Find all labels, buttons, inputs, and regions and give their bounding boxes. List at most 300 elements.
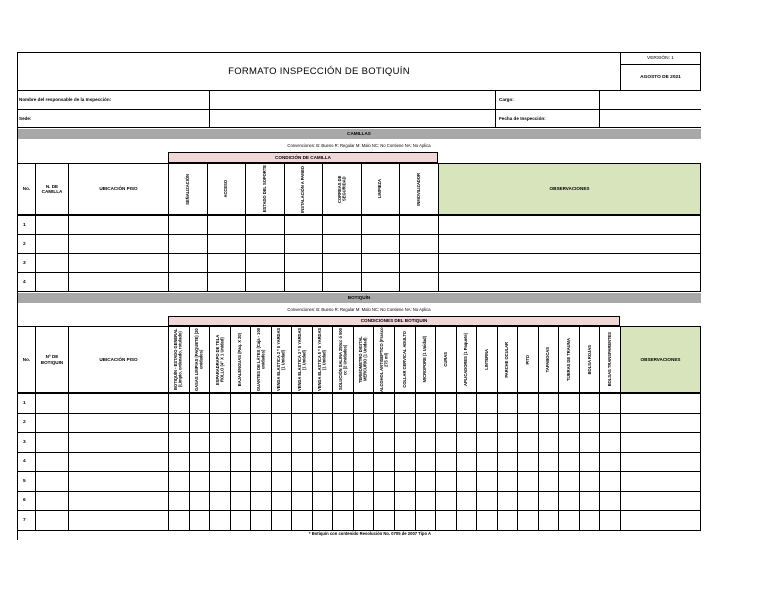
- table-cell[interactable]: [579, 432, 601, 453]
- table-cell[interactable]: [245, 272, 285, 292]
- botiquin-condition-column: [599, 326, 621, 393]
- table-cell[interactable]: [189, 452, 211, 473]
- table-cell[interactable]: [394, 491, 416, 512]
- sede-field[interactable]: [209, 110, 496, 127]
- table-cell[interactable]: [168, 432, 190, 453]
- table-cell[interactable]: [399, 253, 439, 273]
- table-cell[interactable]: [68, 393, 169, 414]
- table-row: [17, 491, 701, 511]
- row-number: 1: [17, 215, 36, 235]
- table-cell[interactable]: [456, 491, 478, 512]
- table-cell[interactable]: [209, 432, 231, 453]
- camillas-condition-column: [322, 163, 362, 215]
- botiquin-condition-column: [168, 326, 190, 393]
- table-cell[interactable]: [68, 215, 169, 235]
- table-cell[interactable]: [312, 413, 334, 434]
- camillas-condition-column: [361, 163, 401, 215]
- table-cell[interactable]: [435, 510, 457, 531]
- table-cell[interactable]: [332, 413, 354, 434]
- table-cell[interactable]: [579, 393, 601, 414]
- table-cell[interactable]: [558, 452, 580, 473]
- table-cell[interactable]: [538, 393, 560, 414]
- table-cell[interactable]: [435, 413, 457, 434]
- table-cell[interactable]: [517, 510, 539, 531]
- title-cell: [17, 52, 621, 91]
- camillas-condition-label: SEÑALIZACIÓN: [184, 173, 190, 205]
- table-cell[interactable]: [620, 510, 701, 531]
- botiquin-condition-column: [435, 326, 457, 393]
- table-cell[interactable]: [332, 491, 354, 512]
- botiquin-condition-column: [353, 326, 375, 393]
- camillas-observaciones-header: OBSERVACIONES: [438, 163, 701, 215]
- table-cell[interactable]: [209, 510, 231, 531]
- table-cell[interactable]: [284, 272, 324, 292]
- botiquin-condition-label: VENDA ELASTICA 3 * 5 YARDAS (1 Unidad): [296, 327, 307, 392]
- table-cell[interactable]: [579, 510, 601, 531]
- table-cell[interactable]: [271, 491, 293, 512]
- table-cell[interactable]: [599, 510, 621, 531]
- table-cell[interactable]: [599, 432, 621, 453]
- table-cell[interactable]: [620, 413, 701, 434]
- table-cell[interactable]: [415, 491, 437, 512]
- table-cell[interactable]: [435, 452, 457, 473]
- botiquin-condition-column: [230, 326, 252, 393]
- table-cell[interactable]: [189, 432, 211, 453]
- table-cell[interactable]: [312, 393, 334, 414]
- table-cell[interactable]: [322, 215, 362, 235]
- table-cell[interactable]: [476, 393, 498, 414]
- botiquin-condition-label: LINTERNA: [483, 349, 489, 370]
- botiquin-condition-column: [394, 326, 416, 393]
- table-cell[interactable]: [353, 491, 375, 512]
- table-cell[interactable]: [538, 452, 560, 473]
- table-cell[interactable]: [373, 510, 395, 531]
- camillas-condition-label: ACCESO: [223, 180, 229, 198]
- table-cell[interactable]: [189, 491, 211, 512]
- table-cell[interactable]: [322, 234, 362, 254]
- table-cell[interactable]: [207, 253, 247, 273]
- table-cell[interactable]: [415, 452, 437, 473]
- table-cell[interactable]: [394, 432, 416, 453]
- table-cell[interactable]: [271, 432, 293, 453]
- table-cell[interactable]: [456, 452, 478, 473]
- sede-label: Sede:: [19, 115, 32, 121]
- table-cell[interactable]: [35, 471, 69, 492]
- date-text: AGOSTO DE 2021: [640, 75, 681, 80]
- table-cell[interactable]: [517, 452, 539, 473]
- table-cell[interactable]: [415, 432, 437, 453]
- table-cell[interactable]: [35, 253, 69, 273]
- table-cell[interactable]: [230, 413, 252, 434]
- botiquin-condition-label: APLICADORES (1 Paquete): [463, 333, 469, 386]
- table-cell[interactable]: [35, 510, 69, 531]
- table-cell[interactable]: [230, 432, 252, 453]
- botiquin-condition-label: CURAS: [442, 352, 448, 367]
- table-cell[interactable]: [168, 393, 190, 414]
- table-cell[interactable]: [620, 452, 701, 473]
- botiquin-condition-label: SOLUCIÓN SALINA 250cc ó 500 cc (2 Unidades): [337, 328, 348, 391]
- table-cell[interactable]: [394, 413, 416, 434]
- camillas-section-title: CAMILLAS: [17, 129, 701, 139]
- table-cell[interactable]: [230, 510, 252, 531]
- table-cell[interactable]: [207, 234, 247, 254]
- camillas-condition-label: CORREAS DE SEGURIDAD: [336, 175, 347, 203]
- table-cell[interactable]: [456, 393, 478, 414]
- table-cell[interactable]: [415, 393, 437, 414]
- table-cell[interactable]: [476, 510, 498, 531]
- table-cell[interactable]: [291, 510, 313, 531]
- table-cell[interactable]: [517, 432, 539, 453]
- table-cell[interactable]: [332, 452, 354, 473]
- table-cell[interactable]: [435, 393, 457, 414]
- table-cell[interactable]: [538, 432, 560, 453]
- table-cell[interactable]: [558, 393, 580, 414]
- table-cell[interactable]: [620, 393, 701, 414]
- table-cell[interactable]: [599, 413, 621, 434]
- table-cell[interactable]: [435, 432, 457, 453]
- table-cell[interactable]: [456, 413, 478, 434]
- table-cell[interactable]: [435, 491, 457, 512]
- table-cell[interactable]: [271, 413, 293, 434]
- table-cell[interactable]: [291, 413, 313, 434]
- table-cell[interactable]: [538, 413, 560, 434]
- table-cell[interactable]: [399, 234, 439, 254]
- table-cell[interactable]: [558, 432, 580, 453]
- table-cell[interactable]: [558, 510, 580, 531]
- table-cell[interactable]: [35, 215, 69, 235]
- table-cell[interactable]: [353, 452, 375, 473]
- botiquin-condition-column: [209, 326, 231, 393]
- table-cell[interactable]: [558, 491, 580, 512]
- table-cell[interactable]: [361, 234, 401, 254]
- date-cell: [620, 64, 701, 91]
- row-number: 5: [17, 471, 36, 492]
- table-cell[interactable]: [476, 471, 498, 492]
- table-cell[interactable]: [476, 452, 498, 473]
- table-cell[interactable]: [353, 432, 375, 453]
- table-cell[interactable]: [230, 471, 252, 492]
- table-cell[interactable]: [189, 393, 211, 414]
- table-cell[interactable]: [538, 471, 560, 492]
- table-cell[interactable]: [35, 413, 69, 434]
- botiquin-condition-column: [271, 326, 293, 393]
- table-cell[interactable]: [271, 510, 293, 531]
- table-cell[interactable]: [599, 393, 621, 414]
- table-cell[interactable]: [538, 491, 560, 512]
- responsable-label: Nombre del responsable de la Inspección:: [19, 97, 112, 103]
- table-cell[interactable]: [168, 253, 208, 273]
- table-cell[interactable]: [168, 471, 190, 492]
- botiquin-condition-label: BAJALENGUAS (Paq. X 20): [237, 332, 243, 387]
- table-cell[interactable]: [291, 491, 313, 512]
- botiquin-condition-label: COLLAR CERVICAL ADULTO: [401, 331, 407, 388]
- table-cell[interactable]: [250, 491, 272, 512]
- table-cell[interactable]: [476, 491, 498, 512]
- table-cell[interactable]: [497, 393, 519, 414]
- table-cell[interactable]: [312, 471, 334, 492]
- table-cell[interactable]: [476, 413, 498, 434]
- footnote: * Botiquín con contenido Resolución No. 0705 de 2007 Tipo A: [308, 530, 432, 536]
- table-cell[interactable]: [497, 471, 519, 492]
- table-cell[interactable]: [322, 272, 362, 292]
- botiquin-condition-column: [558, 326, 580, 393]
- table-cell[interactable]: [207, 215, 247, 235]
- page-left-border: [17, 52, 18, 540]
- table-cell[interactable]: [68, 491, 169, 512]
- table-cell[interactable]: [620, 432, 701, 453]
- fecha-field[interactable]: [599, 110, 701, 127]
- botiquin-condition-label: VENDA ELASTICA 2 * 5 YARDAS (1 Unidad): [276, 327, 286, 392]
- table-cell[interactable]: [399, 272, 439, 292]
- table-cell[interactable]: [68, 452, 169, 473]
- table-cell[interactable]: [189, 413, 211, 434]
- table-cell[interactable]: [332, 510, 354, 531]
- botiquin-condition-label: VENDA ELASTICA 5 * 5 YARDAS (1 Unidad): [317, 327, 327, 392]
- table-cell[interactable]: [68, 432, 169, 453]
- table-cell[interactable]: [209, 491, 231, 512]
- botiquin-condition-column: [497, 326, 519, 393]
- table-cell[interactable]: [517, 491, 539, 512]
- table-cell[interactable]: [245, 234, 285, 254]
- camillas-condition-column: [207, 163, 247, 215]
- botiquin-condition-column: [312, 326, 334, 393]
- botiquin-col-ubicacion: UBICACIÓN PISO: [68, 326, 169, 393]
- table-cell[interactable]: [438, 253, 701, 273]
- table-cell[interactable]: [332, 432, 354, 453]
- botiquin-condition-label: PITO: [524, 354, 530, 365]
- table-row: [17, 452, 701, 472]
- table-cell[interactable]: [168, 452, 190, 473]
- table-cell[interactable]: [250, 413, 272, 434]
- table-cell[interactable]: [558, 413, 580, 434]
- table-cell[interactable]: [209, 413, 231, 434]
- table-cell[interactable]: [415, 510, 437, 531]
- table-cell[interactable]: [230, 452, 252, 473]
- table-cell[interactable]: [415, 413, 437, 434]
- table-cell[interactable]: [517, 413, 539, 434]
- table-cell[interactable]: [517, 393, 539, 414]
- botiquin-condition-label: GUANTES DE LÁTEX (Caja - 100 unidades): [255, 328, 265, 392]
- table-cell[interactable]: [230, 491, 252, 512]
- table-cell[interactable]: [209, 393, 231, 414]
- table-cell[interactable]: [35, 432, 69, 453]
- table-cell[interactable]: [271, 393, 293, 414]
- botiquin-condition-label: BOLSA ROJAS: [586, 344, 592, 375]
- table-cell[interactable]: [456, 432, 478, 453]
- table-cell[interactable]: [245, 253, 285, 273]
- table-cell[interactable]: [353, 393, 375, 414]
- table-cell[interactable]: [497, 491, 519, 512]
- table-cell[interactable]: [332, 393, 354, 414]
- botiquin-condition-column: [456, 326, 478, 393]
- table-cell[interactable]: [68, 253, 169, 273]
- table-cell[interactable]: [68, 234, 169, 254]
- botiquin-condition-label: TERMOMETRO DIGITAL MERCURIO (1 Unidad): [358, 336, 368, 383]
- row-number: 3: [17, 253, 36, 273]
- table-cell[interactable]: [250, 452, 272, 473]
- table-cell[interactable]: [373, 471, 395, 492]
- table-cell[interactable]: [394, 452, 416, 473]
- table-cell[interactable]: [394, 510, 416, 531]
- form-title: FORMATO INSPECCIÓN DE BOTIQUÍN: [228, 66, 410, 77]
- table-cell[interactable]: [361, 253, 401, 273]
- botiquin-condition-label: BOTIQUÍN - ESTADO GENERAL (Limpio, ordenado, rotulado): [173, 328, 183, 391]
- botiquin-condition-column: [538, 326, 560, 393]
- table-cell[interactable]: [399, 215, 439, 235]
- row-number: 2: [17, 234, 36, 254]
- responsable-field[interactable]: [209, 91, 496, 109]
- camillas-condition-column: [245, 163, 285, 215]
- table-cell[interactable]: [168, 234, 208, 254]
- table-cell[interactable]: [168, 272, 208, 292]
- table-row: [17, 471, 701, 491]
- table-cell[interactable]: [168, 215, 208, 235]
- row-number: 3: [17, 432, 36, 453]
- table-cell[interactable]: [68, 510, 169, 531]
- table-cell[interactable]: [291, 452, 313, 473]
- table-cell[interactable]: [538, 510, 560, 531]
- table-cell[interactable]: [620, 471, 701, 492]
- table-cell[interactable]: [435, 471, 457, 492]
- table-cell[interactable]: [373, 432, 395, 453]
- table-cell[interactable]: [373, 491, 395, 512]
- table-row: [17, 253, 701, 272]
- table-cell[interactable]: [394, 471, 416, 492]
- botiquin-condition-column: [250, 326, 272, 393]
- table-cell[interactable]: [361, 272, 401, 292]
- table-cell[interactable]: [353, 471, 375, 492]
- botiquin-condition-column: [189, 326, 211, 393]
- table-cell[interactable]: [35, 234, 69, 254]
- table-cell[interactable]: [373, 413, 395, 434]
- botiquin-condition-label: PARCHE OCULAR: [504, 341, 510, 378]
- table-cell[interactable]: [579, 452, 601, 473]
- table-cell[interactable]: [209, 452, 231, 473]
- table-cell[interactable]: [497, 432, 519, 453]
- table-cell[interactable]: [517, 471, 539, 492]
- botiquin-condition-column: [517, 326, 539, 393]
- table-cell[interactable]: [599, 471, 621, 492]
- table-cell[interactable]: [497, 452, 519, 473]
- table-cell[interactable]: [189, 471, 211, 492]
- table-cell[interactable]: [579, 413, 601, 434]
- table-cell[interactable]: [271, 452, 293, 473]
- botiquin-conventions: Convenciones: B: Bueno R: Regular M: Malo NC: No Contiene NA: No Aplica: [287, 306, 431, 312]
- table-cell[interactable]: [579, 491, 601, 512]
- table-cell[interactable]: [438, 215, 701, 235]
- table-cell[interactable]: [599, 452, 621, 473]
- info-row-2: [17, 110, 701, 128]
- table-cell[interactable]: [476, 432, 498, 453]
- table-cell[interactable]: [438, 272, 701, 292]
- table-cell[interactable]: [312, 510, 334, 531]
- botiquin-condition-label: TIJERAS DE TRAUMA: [565, 338, 571, 381]
- table-cell[interactable]: [68, 272, 169, 292]
- table-cell[interactable]: [209, 471, 231, 492]
- table-cell[interactable]: [312, 432, 334, 453]
- table-cell[interactable]: [35, 452, 69, 473]
- table-cell[interactable]: [558, 471, 580, 492]
- table-cell[interactable]: [456, 510, 478, 531]
- camillas-col-number: N. DE CAMILLA: [35, 163, 69, 215]
- table-cell[interactable]: [284, 253, 324, 273]
- table-cell[interactable]: [361, 215, 401, 235]
- botiquin-condition-column: [332, 326, 354, 393]
- table-cell[interactable]: [322, 253, 362, 273]
- table-cell[interactable]: [353, 413, 375, 434]
- table-cell[interactable]: [579, 471, 601, 492]
- table-cell[interactable]: [620, 491, 701, 512]
- camillas-condition-label: ESTADO DEL SOPORTE: [261, 165, 267, 213]
- botiquin-condition-column: [373, 326, 395, 393]
- table-cell[interactable]: [168, 510, 190, 531]
- camillas-condition-column: [168, 163, 208, 215]
- camillas-condition-column: [399, 163, 439, 215]
- table-row: [17, 393, 701, 413]
- table-cell[interactable]: [291, 393, 313, 414]
- table-cell[interactable]: [497, 413, 519, 434]
- botiquin-condition-column: [291, 326, 313, 393]
- table-cell[interactable]: [230, 393, 252, 414]
- table-cell[interactable]: [291, 471, 313, 492]
- camillas-condition-label: LIMPIEZA: [377, 179, 383, 199]
- table-cell[interactable]: [353, 510, 375, 531]
- row-number: 4: [17, 452, 36, 473]
- version-text: VERSIÓN: 1: [647, 56, 674, 61]
- table-cell[interactable]: [312, 491, 334, 512]
- table-cell[interactable]: [312, 452, 334, 473]
- botiquin-condition-label: ALCOHOL ANTISEPTICO (Frasco 275 ml): [378, 327, 389, 392]
- info-row-1: [17, 91, 701, 110]
- camillas-col-ubicacion: UBICACIÓN PISO: [68, 163, 169, 215]
- table-cell[interactable]: [250, 510, 272, 531]
- table-cell[interactable]: [168, 413, 190, 434]
- table-cell[interactable]: [599, 491, 621, 512]
- table-cell[interactable]: [250, 471, 272, 492]
- botiquin-col-number: Nº DE BOTIQUIN: [35, 326, 69, 393]
- table-cell[interactable]: [68, 413, 169, 434]
- botiquin-condition-label: BOLSAS TRANSPARENTES: [607, 332, 613, 387]
- table-cell[interactable]: [373, 393, 395, 414]
- table-cell[interactable]: [35, 393, 69, 414]
- camillas-condition-label: INSTALACIÓN A PANEO: [300, 165, 306, 213]
- table-cell[interactable]: [415, 471, 437, 492]
- table-cell[interactable]: [284, 215, 324, 235]
- table-cell[interactable]: [250, 432, 272, 453]
- table-cell[interactable]: [35, 491, 69, 512]
- table-cell[interactable]: [291, 432, 313, 453]
- table-cell[interactable]: [68, 471, 169, 492]
- table-cell[interactable]: [497, 510, 519, 531]
- table-cell[interactable]: [245, 215, 285, 235]
- table-cell[interactable]: [438, 234, 701, 254]
- table-cell[interactable]: [35, 272, 69, 292]
- table-cell[interactable]: [373, 452, 395, 473]
- table-cell[interactable]: [168, 491, 190, 512]
- table-cell[interactable]: [207, 272, 247, 292]
- table-cell[interactable]: [394, 393, 416, 414]
- table-cell[interactable]: [271, 471, 293, 492]
- table-row: [17, 413, 701, 433]
- table-cell[interactable]: [250, 393, 272, 414]
- botiquin-condition-label: TAPABOCAS: [545, 346, 551, 373]
- table-cell[interactable]: [284, 234, 324, 254]
- table-cell[interactable]: [189, 510, 211, 531]
- table-cell[interactable]: [332, 471, 354, 492]
- table-cell[interactable]: [456, 471, 478, 492]
- cargo-field[interactable]: [599, 91, 701, 109]
- camillas-table: [17, 152, 701, 292]
